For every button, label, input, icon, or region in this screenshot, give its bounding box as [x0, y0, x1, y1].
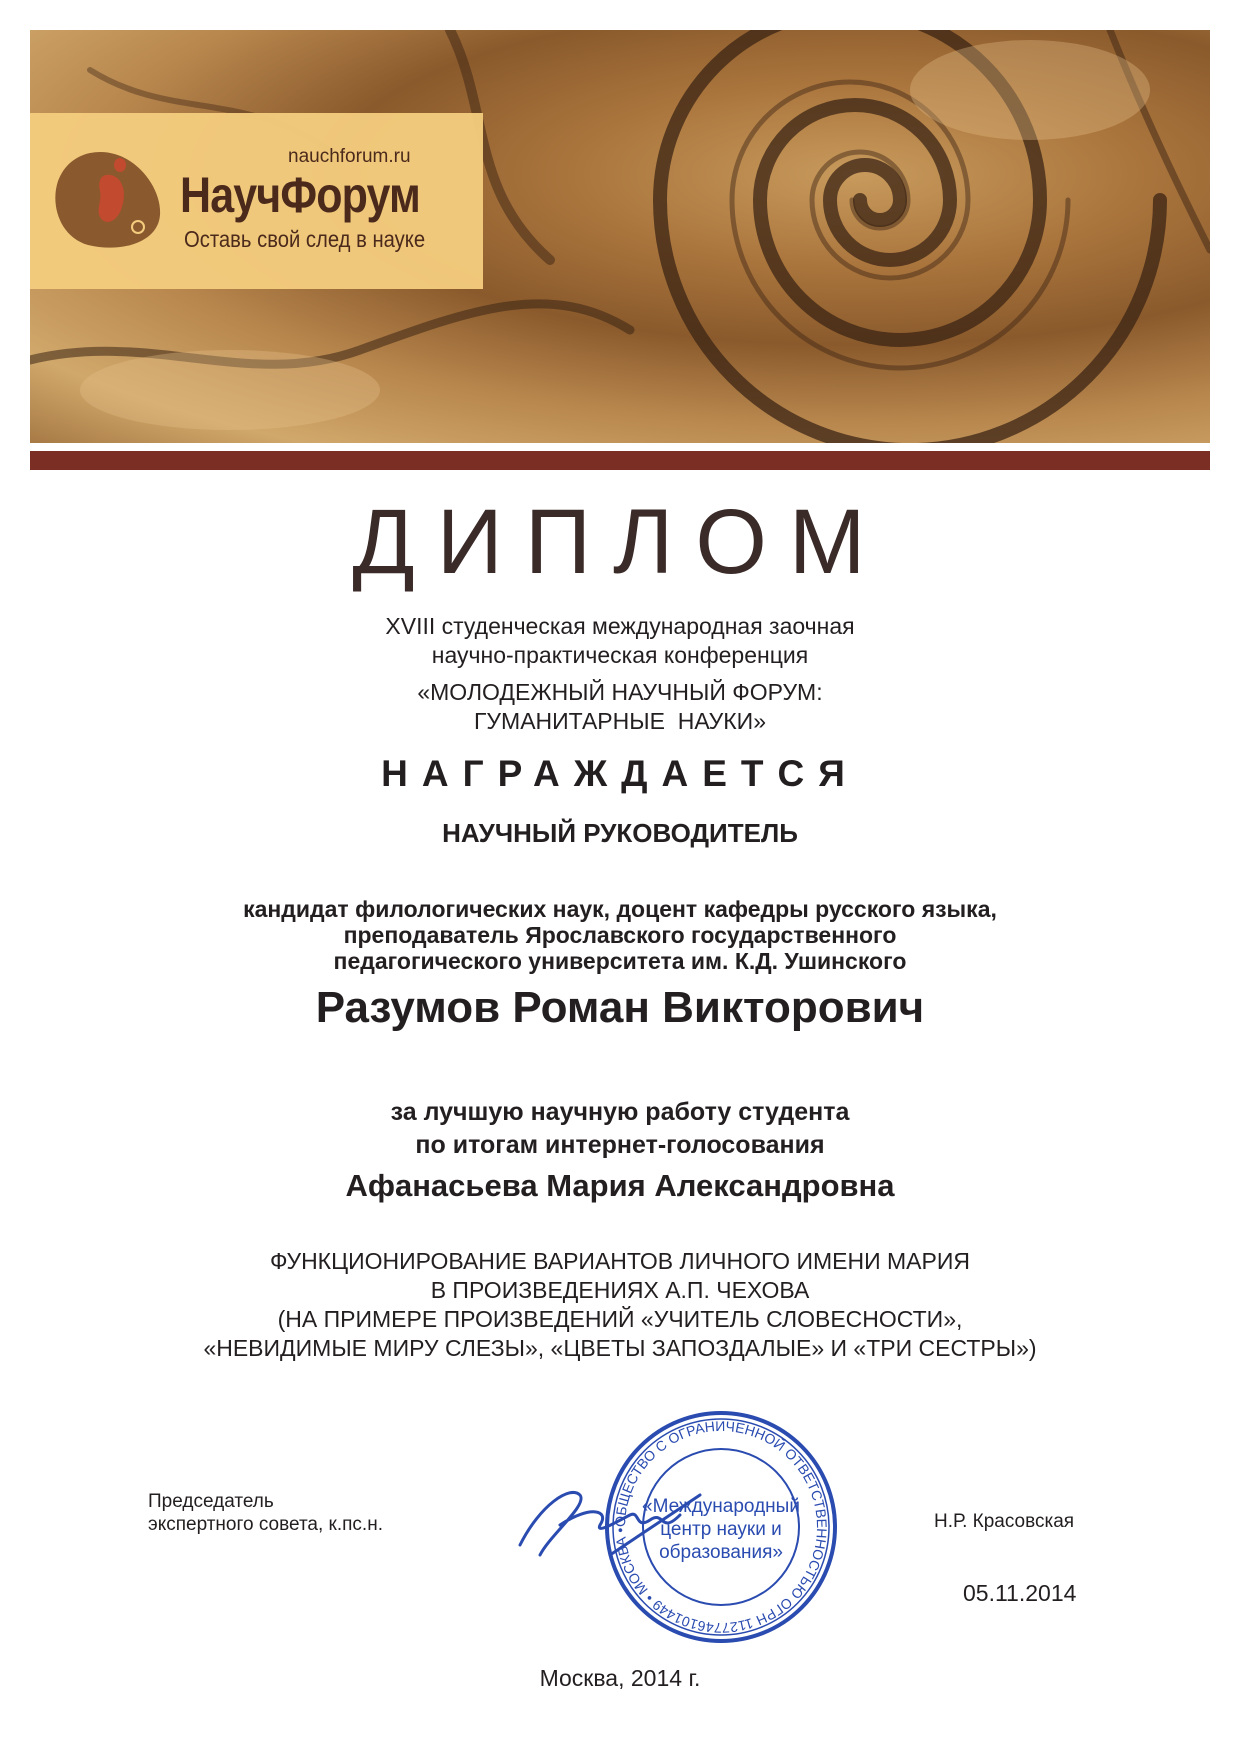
student-name: Афанасьева Мария Александровна — [345, 1168, 895, 1203]
footprint-logo-icon — [50, 145, 170, 255]
recipient-role: НАУЧНЫЙ РУКОВОДИТЕЛЬ — [442, 818, 798, 848]
conference-line: «МОЛОДЕЖНЫЙ НАУЧНЫЙ ФОРУМ: — [417, 679, 823, 705]
awarded-heading: НАГРАЖДАЕТСЯ — [381, 753, 859, 794]
logo-tagline: Оставь свой след в науке — [184, 226, 426, 252]
conference-line: научно-практическая конференция — [431, 642, 809, 668]
issue-date: 05.11.2014 — [963, 1580, 1077, 1606]
place-and-year: Москва, 2014 г. — [539, 1665, 701, 1691]
stamp-center-line: центр науки и — [660, 1519, 782, 1540]
recipient-bio — [0, 896, 1240, 974]
recipient-name: Разумов Роман Викторович — [315, 983, 925, 1032]
position-line: экспертного совета, к.пс.н. — [148, 1514, 383, 1535]
work-title — [0, 1247, 1240, 1363]
work-title-line: В ПРОИЗВЕДЕНИЯХ А.П. ЧЕХОВА — [430, 1277, 810, 1303]
stamp-center-line: «Международный — [642, 1496, 800, 1517]
position-line: Председатель — [148, 1491, 274, 1512]
conference-line: ГУМАНИТАРНЫЕ НАУКИ» — [473, 708, 767, 734]
signatory-position — [148, 1490, 383, 1536]
stamp-center-line: образования» — [659, 1542, 783, 1563]
conference-line: XVIII студенческая международная заочная — [385, 613, 855, 639]
banner-stripe — [30, 451, 1210, 470]
logo-url: nauchforum.ru — [288, 146, 411, 167]
work-title-line: «НЕВИДИМЫЕ МИРУ СЛЕЗЫ», «ЦВЕТЫ ЗАПОЗДАЛЫЕ» И «ТРИ СЕСТРЫ») — [203, 1335, 1037, 1361]
bio-line: преподаватель Ярославского государственного — [343, 922, 897, 948]
award-reason — [0, 1096, 1240, 1162]
reason-line: по итогам интернет-голосования — [415, 1131, 825, 1159]
bio-line: кандидат филологических наук, доцент кафедры русского языка, — [243, 896, 997, 922]
work-title-line: (НА ПРИМЕРЕ ПРОИЗВЕДЕНИЙ «УЧИТЕЛЬ СЛОВЕСНОСТИ», — [277, 1306, 963, 1332]
bio-line: педагогического университета им. К.Д. Ушинского — [333, 948, 907, 974]
stamp-ring-text: ОБЩЕСТВО С ОГРАНИЧЕННОЙ ОТВЕТСТВЕННОСТЬЮ ОГРН 1127746101449 • МОСКВА • — [611, 1417, 831, 1637]
official-stamp — [601, 1407, 841, 1647]
work-title-line: ФУНКЦИОНИРОВАНИЕ ВАРИАНТОВ ЛИЧНОГО ИМЕНИ МАРИЯ — [270, 1248, 970, 1274]
diploma-title: ДИПЛОМ — [352, 491, 888, 593]
signatory-name: Н.Р. Красовская — [934, 1511, 1075, 1532]
logo-name: НаучФорум — [180, 167, 420, 223]
reason-line: за лучшую научную работу студента — [390, 1098, 850, 1126]
conference-block — [0, 612, 1240, 736]
